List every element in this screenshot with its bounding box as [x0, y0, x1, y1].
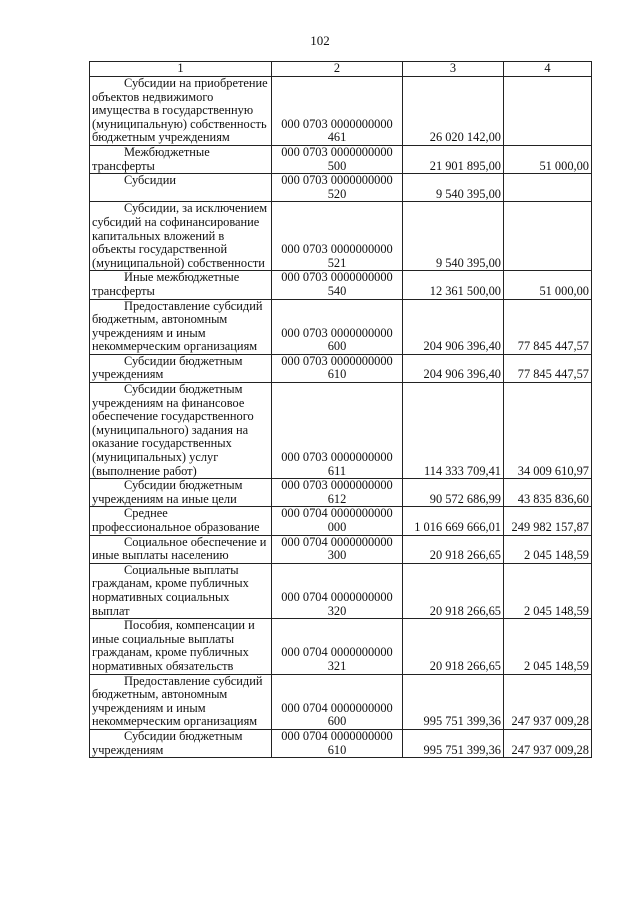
item-name-line: некоммерческим организациям — [92, 339, 258, 354]
table-row — [90, 354, 592, 382]
item-name-line: (выполнение работ) — [92, 463, 197, 478]
item-name-line: иные социальные выплаты — [92, 631, 235, 646]
amount-column-4: 2 045 148,59 — [504, 619, 592, 674]
table-row — [90, 299, 592, 354]
amount-column-3: 9 540 395,00 — [403, 202, 504, 271]
item-name-line: Предоставление субсидий — [124, 673, 263, 688]
item-name-line: имущества в государственную — [92, 103, 254, 118]
item-name-line: учреждениям и иным — [92, 325, 206, 340]
item-name-line: профессиональное образование — [92, 520, 260, 534]
item-name-line: Предоставление субсидий — [124, 298, 263, 313]
item-name-line: Субсидии бюджетным — [124, 353, 243, 368]
budget-code-line: 000 0704 0000000000 — [281, 700, 393, 715]
budget-code-line: 300 — [327, 548, 347, 563]
budget-code-cell — [272, 354, 403, 382]
table-row — [90, 77, 592, 146]
column-header: 4 — [504, 62, 592, 77]
item-name-line: трансферты — [92, 283, 155, 298]
table-row — [90, 674, 592, 729]
item-name-cell — [90, 299, 272, 354]
amount-column-4: 247 937 009,28 — [504, 674, 592, 729]
table-row — [90, 507, 592, 535]
item-name-line: Среднее — [124, 506, 168, 521]
budget-code-cell — [272, 729, 403, 757]
budget-code-line: 610 — [327, 742, 347, 757]
item-name-line: нормативных обязательств — [92, 658, 234, 673]
item-name-line: Субсидии, за исключением — [124, 201, 268, 216]
item-name-cell — [90, 479, 272, 507]
table-row — [90, 729, 592, 757]
item-name-line: Субсидии — [124, 173, 176, 188]
item-name-cell — [90, 535, 272, 563]
table-row — [90, 619, 592, 674]
item-name-cell — [90, 383, 272, 479]
budget-code-line: 520 — [327, 186, 347, 201]
item-name-line: бюджетным учреждениям — [92, 130, 230, 145]
budget-code-line: 612 — [327, 491, 347, 506]
budget-code-cell — [272, 674, 403, 729]
item-name-cell — [90, 619, 272, 674]
item-name-cell — [90, 563, 272, 618]
budget-code-line: 320 — [327, 603, 347, 618]
item-name-line: капитальных вложений в — [92, 228, 225, 243]
item-name-line: (муниципальную) собственность — [92, 116, 267, 131]
item-name-line: некоммерческим организациям — [92, 714, 258, 729]
column-header: 1 — [90, 62, 272, 77]
item-name-line: обеспечение государственного — [92, 409, 254, 424]
budget-code-cell — [272, 619, 403, 674]
item-name-line: бюджетным, автономным — [92, 687, 228, 702]
table-row — [90, 202, 592, 271]
item-name-line: объектов недвижимого — [92, 89, 214, 104]
amount-column-4: 247 937 009,28 — [504, 729, 592, 757]
item-name-line: нормативных социальных — [92, 589, 230, 604]
column-header: 2 — [272, 62, 403, 77]
item-name-cell — [90, 174, 272, 202]
table-row — [90, 174, 592, 202]
amount-column-4: 2 045 148,59 — [504, 563, 592, 618]
amount-column-3: 995 751 399,36 — [403, 729, 504, 757]
header-row — [90, 62, 592, 77]
budget-code-line: 000 0704 0000000000 — [281, 534, 393, 549]
budget-code-line: 000 0704 0000000000 — [281, 589, 393, 604]
budget-code-line: 000 0703 0000000000 — [281, 478, 393, 493]
item-name-line: учреждениям на финансовое — [92, 395, 245, 410]
item-name-line: оказание государственных — [92, 436, 232, 451]
table-row — [90, 383, 592, 479]
budget-code-line: 000 0704 0000000000 — [281, 645, 393, 660]
budget-code-line: 000 0703 0000000000 — [281, 144, 393, 159]
amount-column-3: 26 020 142,00 — [403, 77, 504, 146]
budget-code-line: 461 — [327, 130, 347, 145]
item-name-cell — [90, 729, 272, 757]
amount-column-3: 20 918 266,65 — [403, 619, 504, 674]
amount-column-3: 9 540 395,00 — [403, 174, 504, 202]
budget-code-line: 000 0704 0000000000 — [281, 506, 393, 521]
item-name-line: (муниципальной) собственности — [92, 255, 265, 270]
amount-column-3: 1 016 669 666,01 — [403, 507, 504, 535]
budget-code-line: 521 — [327, 255, 347, 270]
item-name-line: Социальное обеспечение и — [124, 534, 267, 549]
table-body — [90, 77, 592, 758]
budget-code-line: 540 — [327, 283, 347, 298]
item-name-cell — [90, 354, 272, 382]
amount-column-4: 249 982 157,87 — [504, 507, 592, 535]
item-name-line: Субсидии бюджетным — [124, 728, 243, 743]
budget-code-cell — [272, 479, 403, 507]
table-row — [90, 145, 592, 173]
item-name-cell — [90, 145, 272, 173]
item-name-line: учреждениям — [92, 367, 164, 382]
amount-column-4 — [504, 202, 592, 271]
amount-column-4 — [504, 77, 592, 146]
amount-column-4: 77 845 447,57 — [504, 354, 592, 382]
budget-code-cell — [272, 174, 403, 202]
amount-column-3: 90 572 686,99 — [403, 479, 504, 507]
item-name-line: (муниципального) задания на — [92, 422, 249, 437]
budget-code-cell — [272, 563, 403, 618]
budget-code-line: 000 0704 0000000000 — [281, 728, 393, 743]
item-name-line: выплат — [92, 603, 130, 618]
budget-code-cell — [272, 145, 403, 173]
amount-column-4: 34 009 610,97 — [504, 383, 592, 479]
budget-code-line: 611 — [327, 463, 347, 478]
budget-code-line: 000 0703 0000000000 — [281, 242, 393, 257]
item-name-line: Социальные выплаты — [124, 562, 239, 577]
budget-code-line: 000 0703 0000000000 — [281, 353, 393, 368]
budget-table — [89, 61, 592, 758]
table-row — [90, 479, 592, 507]
item-name-line: иные выплаты населению — [92, 548, 229, 563]
budget-code-line: 610 — [327, 367, 347, 382]
budget-code-cell — [272, 299, 403, 354]
table-row — [90, 563, 592, 618]
budget-code-line: 500 — [327, 158, 347, 173]
budget-code-line: 600 — [327, 339, 347, 354]
item-name-line: объекты государственной — [92, 242, 228, 257]
budget-code-cell — [272, 383, 403, 479]
item-name-line: Пособия, компенсации и — [124, 618, 255, 633]
item-name-line: гражданам, кроме публичных — [92, 576, 249, 591]
item-name-cell — [90, 77, 272, 146]
item-name-line: субсидий на софинансирование — [92, 214, 260, 229]
amount-column-4: 51 000,00 — [504, 145, 592, 173]
table-row — [90, 535, 592, 563]
budget-code-line: 000 0703 0000000000 — [281, 173, 393, 188]
item-name-line: (муниципальных) услуг — [92, 450, 219, 465]
amount-column-4: 2 045 148,59 — [504, 535, 592, 563]
amount-column-3: 20 918 266,65 — [403, 535, 504, 563]
budget-code-cell — [272, 202, 403, 271]
column-header: 3 — [403, 62, 504, 77]
item-name-line: учреждениям — [92, 742, 164, 757]
budget-code-line: 321 — [327, 658, 347, 673]
budget-code-line: 000 0703 0000000000 — [281, 325, 393, 340]
item-name-line: трансферты — [92, 158, 155, 173]
item-name-line: Субсидии бюджетным — [124, 478, 243, 493]
item-name-cell — [90, 271, 272, 299]
amount-column-3: 204 906 396,40 — [403, 299, 504, 354]
amount-column-3: 204 906 396,40 — [403, 354, 504, 382]
amount-column-3: 114 333 709,41 — [403, 383, 504, 479]
amount-column-4 — [504, 174, 592, 202]
item-name-line: учреждениям и иным — [92, 700, 206, 715]
item-name-line: Субсидии на приобретение — [124, 76, 268, 90]
budget-code-line: 000 0703 0000000000 — [281, 450, 393, 465]
item-name-line: Субсидии бюджетным — [124, 382, 243, 397]
budget-code-cell — [272, 535, 403, 563]
amount-column-4: 77 845 447,57 — [504, 299, 592, 354]
amount-column-3: 995 751 399,36 — [403, 674, 504, 729]
amount-column-3: 21 901 895,00 — [403, 145, 504, 173]
amount-column-4: 51 000,00 — [504, 271, 592, 299]
item-name-cell — [90, 507, 272, 535]
item-name-line: учреждениям на иные цели — [92, 491, 237, 506]
item-name-line: бюджетным, автономным — [92, 312, 228, 327]
budget-code-line: 000 0703 0000000000 — [281, 270, 393, 285]
item-name-line: гражданам, кроме публичных — [92, 645, 249, 660]
item-name-cell — [90, 202, 272, 271]
budget-code-cell — [272, 271, 403, 299]
item-name-line: Межбюджетные — [124, 144, 210, 159]
amount-column-4: 43 835 836,60 — [504, 479, 592, 507]
budget-code-cell — [272, 77, 403, 146]
amount-column-3: 12 361 500,00 — [403, 271, 504, 299]
table-row — [90, 271, 592, 299]
item-name-cell — [90, 674, 272, 729]
amount-column-3: 20 918 266,65 — [403, 563, 504, 618]
page-number: 102 — [310, 33, 330, 48]
budget-code-line: 000 0703 0000000000 — [281, 116, 393, 131]
item-name-line: Иные межбюджетные — [124, 270, 240, 285]
budget-code-line: 000 — [327, 520, 347, 534]
budget-code-cell — [272, 507, 403, 535]
budget-code-line: 600 — [327, 714, 347, 729]
